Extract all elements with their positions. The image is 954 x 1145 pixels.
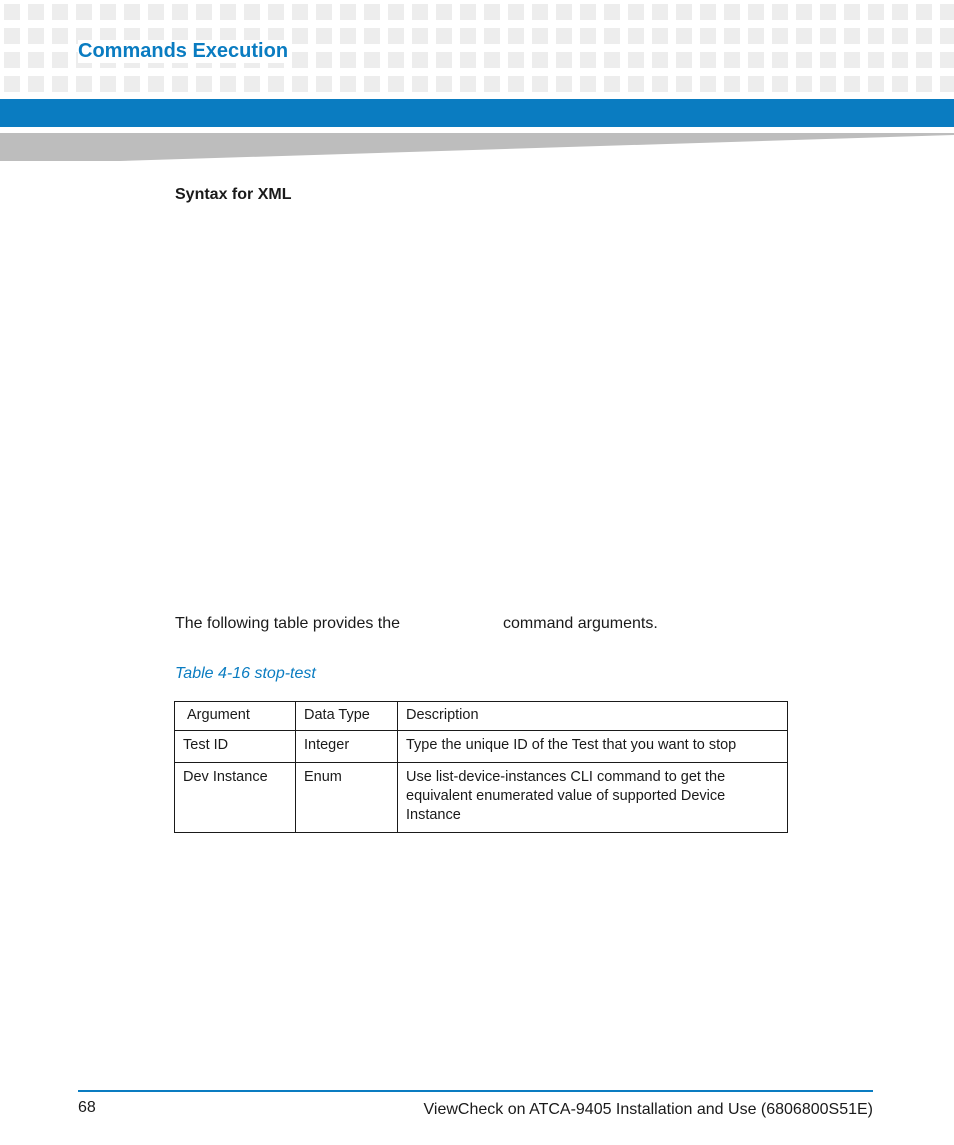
document-title: ViewCheck on ATCA-9405 Installation and Use (6806800S51E) xyxy=(423,1101,873,1118)
footer-rule xyxy=(78,1090,873,1092)
cell-description: Use list-device-instances CLI command to get the equivalent enumerated value of supported Device Instance xyxy=(398,763,788,833)
table-row xyxy=(175,763,788,833)
table-caption: Table 4-16 stop-test xyxy=(175,665,316,682)
column-header-description: Description xyxy=(398,702,788,731)
table-header-row xyxy=(175,702,788,731)
cell-description: Type the unique ID of the Test that you want to stop xyxy=(398,731,788,763)
page-number: 68 xyxy=(78,1099,96,1116)
section-heading: Syntax for XML xyxy=(175,186,292,203)
intro-text-after: command arguments. xyxy=(503,615,658,632)
cell-data-type: Enum xyxy=(296,763,398,833)
arguments-table xyxy=(174,701,788,833)
column-header-data-type: Data Type xyxy=(296,702,398,731)
intro-paragraph xyxy=(175,615,658,633)
cell-argument: Dev Instance xyxy=(175,763,296,833)
header-blue-bar xyxy=(0,99,954,127)
cell-argument: Test ID xyxy=(175,731,296,763)
cell-data-type: Integer xyxy=(296,731,398,763)
column-header-argument: Argument xyxy=(175,702,296,731)
chapter-title: Commands Execution xyxy=(78,40,292,63)
intro-text-before: The following table provides the xyxy=(175,615,401,632)
table-row xyxy=(175,731,788,763)
header-gray-wedge xyxy=(0,131,954,163)
